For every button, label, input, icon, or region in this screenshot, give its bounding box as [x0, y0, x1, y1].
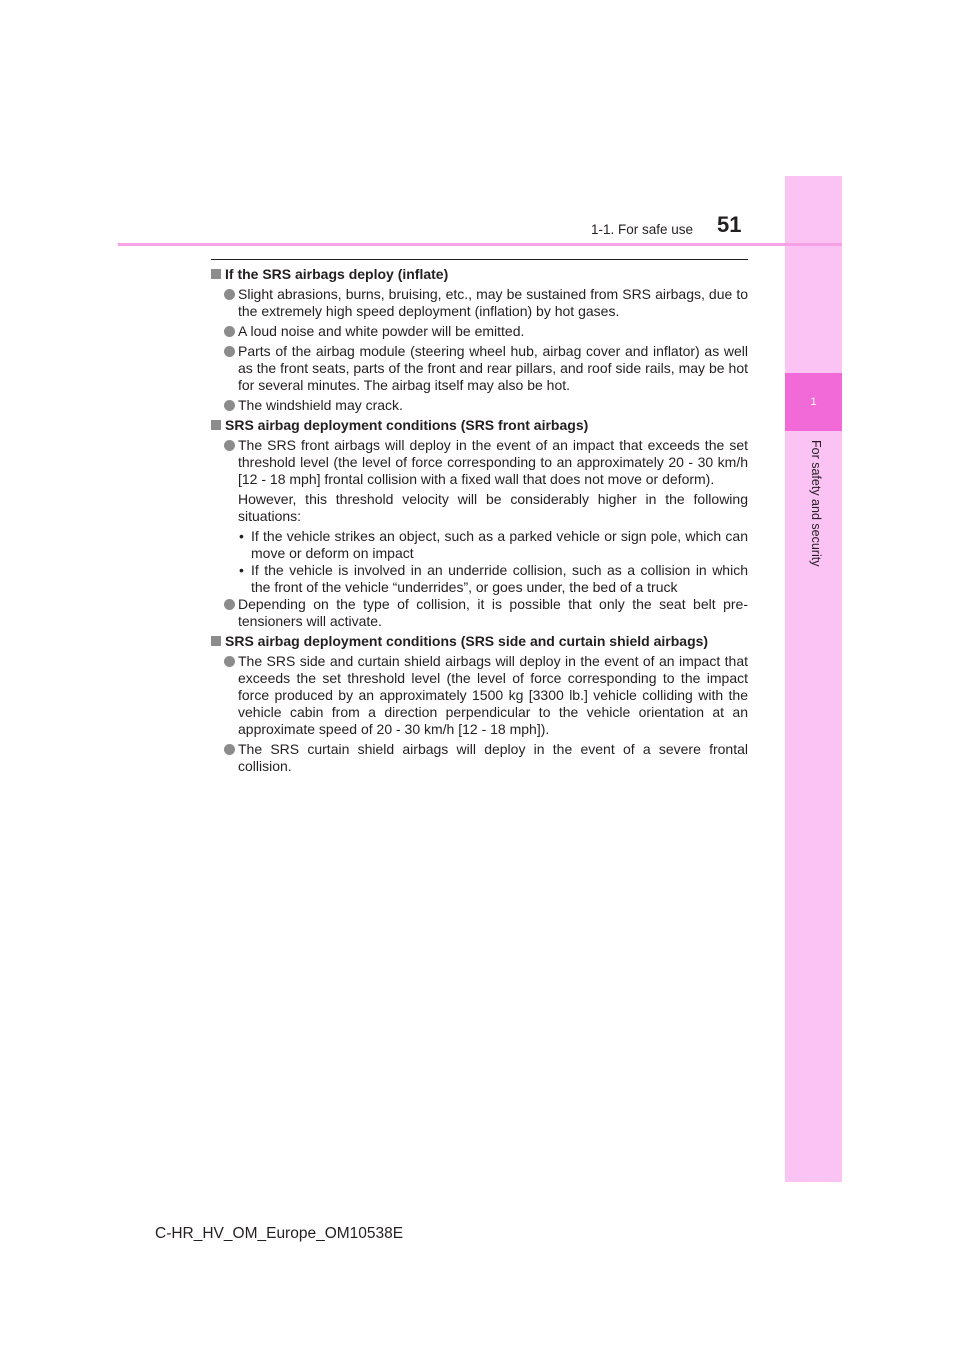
- side-tab: [785, 176, 842, 1182]
- header-rule: [118, 243, 842, 246]
- section-heading: SRS airbag deployment conditions (SRS front airbags): [211, 417, 748, 434]
- circle-bullet-icon: [224, 744, 235, 755]
- circle-bullet-icon: [224, 656, 235, 667]
- dash-item: • If the vehicle strikes an object, such as a parked vehicle or sign pole, which can move or deform on impact: [239, 528, 748, 561]
- square-bullet-icon: [211, 420, 221, 430]
- chapter-number-tab: 1: [785, 373, 842, 431]
- paragraph: However, this threshold velocity will be considerably higher in the following situations:: [238, 491, 748, 524]
- footer-doc-id: C-HR_HV_OM_Europe_OM10538E: [155, 1225, 404, 1242]
- page-section-title: 1-1. For safe use: [591, 222, 694, 237]
- circle-bullet-icon: [224, 346, 235, 357]
- circle-bullet-icon: [224, 599, 235, 610]
- bullet-item: Parts of the airbag module (steering wheel hub, airbag cover and inflator) as well as the front seats, parts of the front and rear pillars, and roof side rails, may be hot for several minutes. The airbag itself may also be hot.: [211, 343, 748, 394]
- circle-bullet-icon: [224, 326, 235, 337]
- section-heading: If the SRS airbags deploy (inflate): [211, 266, 748, 283]
- page-content: [211, 266, 748, 778]
- chapter-label: For safety and security: [809, 440, 823, 567]
- bullet-item: Depending on the type of collision, it is possible that only the seat belt pre-tensioners will activate.: [211, 596, 748, 630]
- circle-bullet-icon: [224, 400, 235, 411]
- section-heading: SRS airbag deployment conditions (SRS side and curtain shield airbags): [211, 633, 748, 650]
- bullet-item: The SRS curtain shield airbags will deploy in the event of a severe frontal collision.: [211, 741, 748, 775]
- circle-bullet-icon: [224, 289, 235, 300]
- square-bullet-icon: [211, 269, 221, 279]
- dot-marker-icon: •: [239, 528, 244, 544]
- dot-marker-icon: •: [239, 562, 244, 578]
- bullet-item: The windshield may crack.: [211, 397, 748, 414]
- bullet-item: Slight abrasions, burns, bruising, etc., may be sustained from SRS airbags, due to the extremely high speed deployment (inflation) by hot gases.: [211, 286, 748, 320]
- dash-item: • If the vehicle is involved in an underride collision, such as a collision in which the front of the vehicle “underrides”, or goes under, the bed of a truck: [239, 562, 748, 595]
- circle-bullet-icon: [224, 440, 235, 451]
- bullet-item: The SRS side and curtain shield airbags will deploy in the event of an impact that exceeds the set threshold level (the level of force corresponding to the impact force produced by an approximately 1500 kg [3300 lb.] vehicle colliding with the vehicle cabin from a direction perpendicular to the vehicle orientation at an approximate speed of 20 - 30 km/h [12 - 18 mph]).: [211, 653, 748, 738]
- bullet-item: The SRS front airbags will deploy in the event of an impact that exceeds the set threshold level (the level of force corresponding to an approximately 20 - 30 km/h [12 - 18 mph] frontal collision with a fixed wall that does not move or deform).: [211, 437, 748, 488]
- content-divider: [211, 259, 748, 260]
- square-bullet-icon: [211, 636, 221, 646]
- page-number: 51: [717, 212, 742, 237]
- bullet-item: A loud noise and white powder will be emitted.: [211, 323, 748, 340]
